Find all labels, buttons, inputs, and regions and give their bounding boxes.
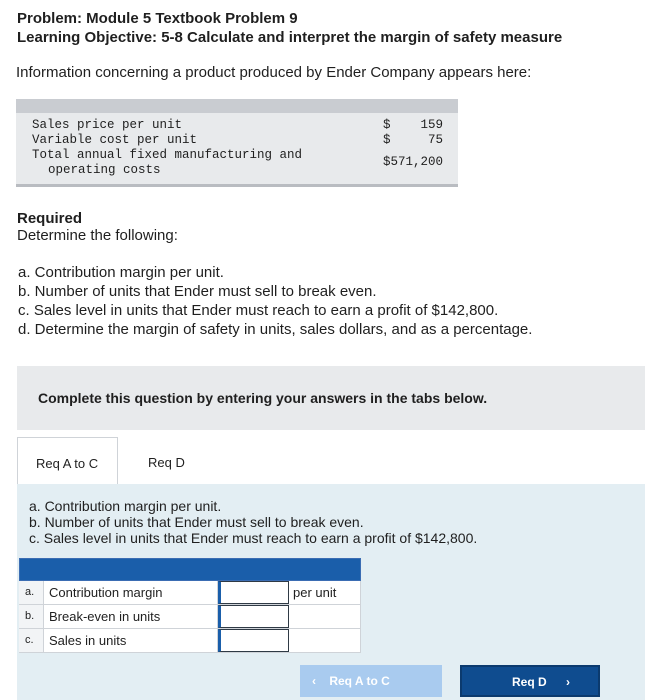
question-item: d. Determine the margin of safety in units, sales dollars, and as a percentage. [18,321,533,338]
question-list [18,263,532,339]
instruction-banner [17,366,645,430]
contribution-margin-input[interactable] [218,581,289,604]
question-item: a. Contribution margin per unit. [18,264,224,281]
prev-button-label: Req A to C [329,674,390,688]
learning-objective: Learning Objective: 5-8 Calculate and interpret the margin of safety measure [17,29,563,46]
prev-tab-button[interactable] [300,665,442,697]
instruction-text: Complete this question by entering your answers in the tabs below. [38,390,488,406]
sales-in-units-input[interactable] [218,629,289,652]
table-row: a. Contribution margin per unit [19,581,361,605]
intro-text: Information concerning a product produced by Ender Company appears here: [16,64,532,81]
row-label: Break-even in units [43,605,218,628]
row-label: Contribution margin [43,581,218,604]
unit-label [289,629,361,652]
table-row: c. Sales in units [19,629,361,653]
row-label: Sales in units [43,629,218,652]
required-section [17,210,178,244]
required-subtitle: Determine the following: [17,227,178,244]
required-title: Required [17,210,83,227]
table-row: b. Break-even in units [19,605,361,629]
info-table: Sales price per unit $ 159 Variable cost per unit $ 75 Total annual fixed manufacturing and $571,200 operating costs [16,99,458,187]
question-item: c. Sales level in units that Ender must reach to earn a profit of $142,800. [18,302,499,319]
next-tab-button[interactable] [460,665,600,697]
tab-req-d[interactable]: Req D [148,455,185,470]
question-item: b. Number of units that Ender must sell to break even. [18,283,377,300]
problem-title: Problem: Module 5 Textbook Problem 9 [17,10,298,27]
next-button-label: Req D [512,675,547,689]
answer-table-header [19,558,361,581]
panel-description: a. Contribution margin per unit. b. Number of units that Ender must sell to break even. c. Sales level in units that Ender must reach to earn a profit of $142,800. [29,498,478,546]
unit-label [289,605,361,628]
chevron-right-icon: › [566,675,571,689]
tab-req-a-to-c[interactable]: Req A to C [17,437,118,485]
header [17,9,562,47]
answer-table [19,558,361,653]
break-even-input[interactable] [218,605,289,628]
unit-label: per unit [289,581,361,604]
chevron-left-icon: ‹ [312,674,316,688]
